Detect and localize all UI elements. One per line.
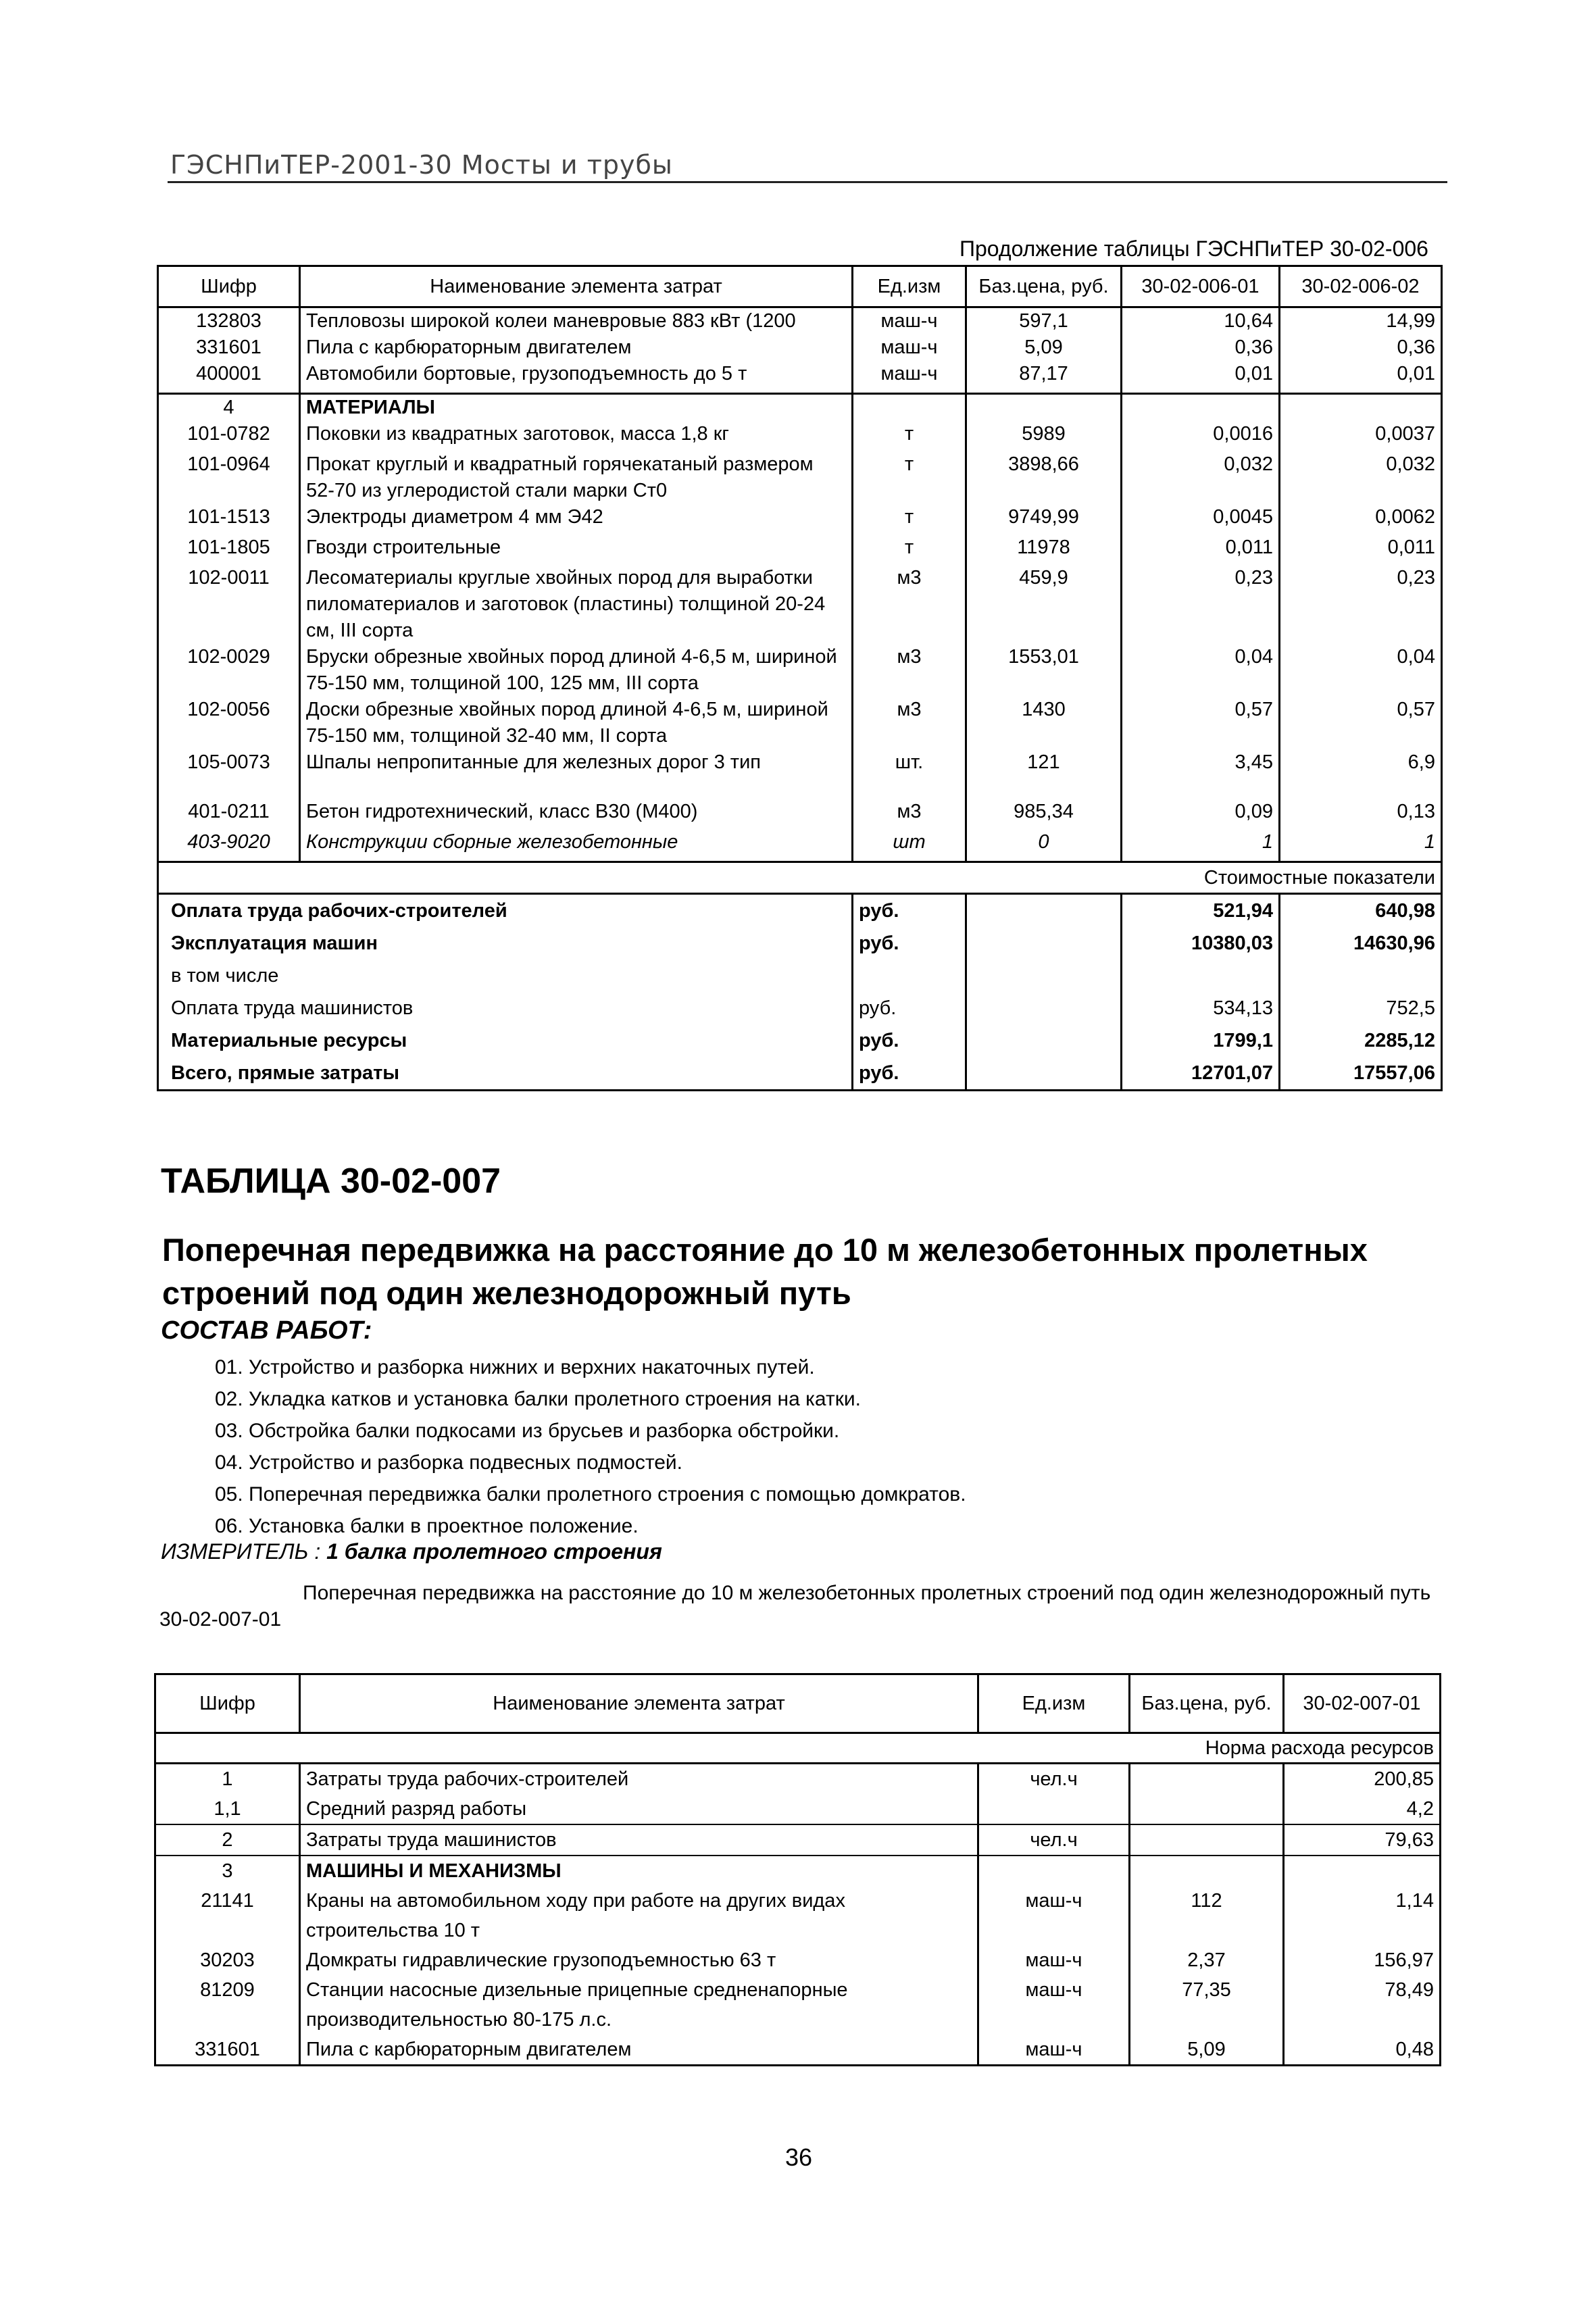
cell-unit: м3 (853, 644, 966, 697)
cell-code: 331601 (195, 2039, 260, 2060)
cost-value-2: 17557,06 (1280, 1057, 1442, 1091)
cell-unit: шт (853, 829, 966, 862)
cell-code: 3 (155, 1856, 300, 1886)
cell-value-2: 0,57 (1280, 697, 1442, 749)
cell-name: Станции насосные дизельные прицепные средненапорные производительностью 80-175 л.с. (300, 1975, 978, 2035)
cell-price: 1553,01 (966, 644, 1122, 697)
table-row (155, 1945, 1441, 1975)
table-row (158, 451, 1442, 504)
cell-name: Краны на автомобильном ходу при работе на других видах строительства 10 т (300, 1886, 978, 1945)
cell-unit (978, 1856, 1130, 1886)
cell-price (1130, 1824, 1284, 1856)
cell-value-2: 0,04 (1280, 644, 1442, 697)
cell-value-2: 0,36 (1280, 334, 1442, 361)
cell-code: 101-1805 (187, 537, 270, 558)
table-row (158, 421, 1442, 451)
table-row (158, 504, 1442, 534)
cell-unit: шт. (853, 749, 966, 799)
cell-value-1: 4,2 (1284, 1794, 1441, 1824)
section-row-materials (158, 394, 1442, 422)
cell-unit: т (853, 504, 966, 534)
table-row (158, 697, 1442, 749)
table-row (158, 1024, 1442, 1057)
cell-value-1: 0,01 (1122, 361, 1280, 394)
header-rule (168, 181, 1447, 183)
col-header-price: Баз.цена, руб. (1130, 1674, 1284, 1733)
cell-value-2: 0,011 (1280, 534, 1442, 565)
cost-unit: руб. (853, 1057, 966, 1091)
cell-unit: маш-ч (853, 334, 966, 361)
cell-price: 459,9 (966, 565, 1122, 644)
table-row (155, 1764, 1441, 1795)
cell-unit: м3 (853, 697, 966, 749)
cell-code: 401-0211 (188, 801, 270, 822)
cell-price (966, 1024, 1122, 1057)
cell-price: 87,17 (966, 361, 1122, 394)
cost-value-2: 640,98 (1280, 894, 1442, 928)
cell-name: Шпалы непропитанные для железных дорог 3 тип (300, 749, 853, 799)
cell-unit: маш-ч (853, 307, 966, 335)
section-label-materials: МАТЕРИАЛЫ (300, 394, 853, 422)
cell-code: 101-0782 (187, 423, 270, 445)
cell-name: Доски обрезные хвойных пород длиной 4-6,5 м, шириной 75-150 мм, толщиной 32-40 мм, II сорта (300, 697, 853, 749)
table-row (158, 799, 1442, 829)
cell-value-1: 200,85 (1284, 1764, 1441, 1795)
cell-name: Пила с карбюраторным двигателем (300, 2035, 978, 2066)
cost-value-1: 12701,07 (1122, 1057, 1280, 1091)
norm-header: Норма расхода ресурсов (155, 1733, 1441, 1764)
materials-rows (158, 421, 1442, 829)
table-row (158, 894, 1442, 928)
col-header-variant-2: 30-02-006-02 (1280, 266, 1442, 307)
cell-value-1: 1,14 (1284, 1886, 1441, 1945)
cost-label: Материальные ресурсы (171, 1030, 407, 1051)
col-header-code: Шифр (158, 266, 300, 307)
cell-code: 81209 (200, 1979, 255, 2001)
cell-value-1: 0,0045 (1122, 504, 1280, 534)
cost-value-1: 10380,03 (1122, 927, 1280, 960)
table-row (158, 749, 1442, 799)
cell-code: 102-0056 (187, 699, 270, 720)
table-row (155, 1975, 1441, 2035)
cell-price: 112 (1130, 1886, 1284, 1945)
cell-code: 21141 (201, 1890, 254, 1912)
col-header-variant-1: 30-02-007-01 (1284, 1674, 1441, 1733)
cell-unit: т (853, 451, 966, 504)
cell-price (966, 1057, 1122, 1091)
cell-name: Средний разряд работы (300, 1794, 978, 1824)
cell-value-2: 1 (1280, 829, 1442, 862)
cell-code: 400001 (196, 363, 261, 384)
italic-row-group (158, 829, 1442, 894)
cost-value-1: 1799,1 (1122, 1024, 1280, 1057)
cell-unit: т (853, 421, 966, 451)
cell-value-2: 6,9 (1280, 749, 1442, 799)
cell-value-2: 0,23 (1280, 565, 1442, 644)
cell-value-1: 78,49 (1284, 1975, 1441, 2035)
table-row (158, 1057, 1442, 1091)
cost-value-1: 534,13 (1122, 992, 1280, 1024)
cell-unit: маш-ч (978, 2035, 1130, 2066)
cell-name: Бетон гидротехнический, класс В30 (М400) (300, 799, 853, 829)
cell-value-2: 14,99 (1280, 307, 1442, 335)
cell-value-1: 0,04 (1122, 644, 1280, 697)
cost-value-2: 14630,96 (1280, 927, 1442, 960)
cell-name: Поковки из квадратных заготовок, масса 1,8 кг (300, 421, 853, 451)
cost-unit: руб. (853, 992, 966, 1024)
cell-value-1: 0,0016 (1122, 421, 1280, 451)
cell-code: 102-0029 (187, 646, 270, 668)
cell-unit: маш-ч (978, 1886, 1130, 1945)
table-row (155, 1886, 1441, 1945)
table-row (158, 534, 1442, 565)
cost-unit: руб. (853, 1024, 966, 1057)
cell-code: 102-0011 (188, 567, 270, 589)
table-row (158, 565, 1442, 644)
cell-value-1: 0,032 (1122, 451, 1280, 504)
table-title: ТАБЛИЦА 30-02-007 (161, 1162, 501, 1201)
table-row (155, 2035, 1441, 2066)
cell-code: 403-9020 (187, 831, 270, 853)
table-row (158, 992, 1442, 1024)
cell-unit: м3 (853, 565, 966, 644)
cell-price: 0 (966, 829, 1122, 862)
cell-unit: маш-ч (978, 1975, 1130, 2035)
cost-value-2: 752,5 (1280, 992, 1442, 1024)
table-header-row (158, 266, 1442, 307)
cell-value-1 (1284, 1856, 1441, 1886)
cost-header-row (158, 862, 1442, 894)
cost-value-2: 2285,12 (1280, 1024, 1442, 1057)
cell-unit: т (853, 534, 966, 565)
cell-price: 11978 (966, 534, 1122, 565)
cost-unit: руб. (853, 894, 966, 928)
cell-name: Тепловозы широкой колеи маневровые 883 кВт (1200 (300, 307, 853, 335)
cell-value-2: 0,0062 (1280, 504, 1442, 534)
cell-price: 1430 (966, 697, 1122, 749)
col-header-code: Шифр (155, 1674, 300, 1733)
cost-label: Оплата труда рабочих-строителей (171, 900, 507, 922)
work-item: 05. Поперечная передвижка балки пролетного строения с помощью домкратов. (215, 1483, 966, 1505)
cell-name: Гвозди строительные (300, 534, 853, 565)
cell-code: 2 (155, 1824, 300, 1856)
work-item: 03. Обстройка балки подкосами из брусьев и разборка обстройки. (215, 1420, 840, 1442)
cell-price: 985,34 (966, 799, 1122, 829)
cell-value-1: 10,64 (1122, 307, 1280, 335)
cell-price (1130, 1856, 1284, 1886)
cell-name: Домкраты гидравлические грузоподъемностью 63 т (300, 1945, 978, 1975)
cell-value-1: 1 (1122, 829, 1280, 862)
works-list (215, 1351, 966, 1542)
col-header-name: Наименование элемента затрат (300, 1674, 978, 1733)
cell-price: 5989 (966, 421, 1122, 451)
cell-code: 1,1 (214, 1798, 241, 1820)
table-row (155, 1824, 1441, 1856)
table-row (158, 927, 1442, 960)
cost-rows (158, 894, 1442, 1091)
table-header-row (155, 1674, 1441, 1733)
table-row (158, 361, 1442, 394)
page-number: 36 (785, 2143, 813, 2171)
cell-name: Затраты труда машинистов (300, 1824, 978, 1856)
cell-value-1: 0,57 (1122, 697, 1280, 749)
col-header-variant-1: 30-02-006-01 (1122, 266, 1280, 307)
cell-name: Автомобили бортовые, грузоподъемность до 5 т (300, 361, 853, 394)
table-row (158, 829, 1442, 862)
norm-header-row (155, 1733, 1441, 1764)
machines-rows (158, 307, 1442, 422)
table2-rows (155, 1764, 1441, 2066)
cell-code: 4 (158, 394, 300, 422)
cell-price (966, 927, 1122, 960)
cell-unit: маш-ч (853, 361, 966, 394)
cell-unit: чел.ч (978, 1824, 1130, 1856)
cell-unit: м3 (853, 799, 966, 829)
cost-value-1 (1122, 960, 1280, 992)
cell-unit (978, 1794, 1130, 1824)
cell-price (1130, 1764, 1284, 1795)
cell-value-1: 79,63 (1284, 1824, 1441, 1856)
cell-code: 1 (222, 1768, 233, 1790)
cell-price: 597,1 (966, 307, 1122, 335)
works-title: СОСТАВ РАБОТ: (161, 1316, 372, 1345)
cell-value-1: 0,36 (1122, 334, 1280, 361)
table-row (158, 307, 1442, 335)
cost-label: Оплата труда машинистов (171, 997, 414, 1019)
cell-code: 132803 (196, 310, 261, 332)
cell-price: 5,09 (1130, 2035, 1284, 2066)
cell-price (1130, 1794, 1284, 1824)
cost-header: Стоимостные показатели (158, 862, 1442, 894)
cell-name: Бруски обрезные хвойных пород длиной 4-6,5 м, шириной 75-150 мм, толщиной 100, 125 мм, III сорта (300, 644, 853, 697)
cost-unit (853, 960, 966, 992)
cell-value-1: 0,23 (1122, 565, 1280, 644)
cell-price: 3898,66 (966, 451, 1122, 504)
cell-unit: маш-ч (978, 1945, 1130, 1975)
cell-code: 105-0073 (187, 751, 270, 773)
cell-name: Прокат круглый и квадратный горячекатаный размером 52-70 из углеродистой стали марки Ст0 (300, 451, 853, 504)
cell-name: Электроды диаметром 4 мм Э42 (300, 504, 853, 534)
table-row (155, 1856, 1441, 1886)
section-label-machines: МАШИНЫ И МЕХАНИЗМЫ (300, 1856, 978, 1886)
cell-code: 30203 (200, 1949, 255, 1971)
cell-price (966, 894, 1122, 928)
resource-table-30-02-007 (154, 1673, 1441, 2066)
resource-table-30-02-006 (157, 265, 1443, 1091)
cell-name: Затраты труда рабочих-строителей (300, 1764, 978, 1795)
cell-value-2: 0,032 (1280, 451, 1442, 504)
cell-value-1: 0,011 (1122, 534, 1280, 565)
cell-value-1: 0,09 (1122, 799, 1280, 829)
cell-value-2: 0,01 (1280, 361, 1442, 394)
cost-value-2 (1280, 960, 1442, 992)
cell-price: 2,37 (1130, 1945, 1284, 1975)
cost-unit: руб. (853, 927, 966, 960)
cell-value-1: 156,97 (1284, 1945, 1441, 1975)
cell-price: 77,35 (1130, 1975, 1284, 2035)
cell-code: 101-1513 (187, 506, 270, 528)
cell-price (966, 992, 1122, 1024)
cell-price (966, 960, 1122, 992)
continuation-caption: Продолжение таблицы ГЭСНПиТЕР 30-02-006 (959, 237, 1428, 261)
col-header-price: Баз.цена, руб. (966, 266, 1122, 307)
work-item: 01. Устройство и разборка нижних и верхних накаточных путей. (215, 1356, 815, 1378)
cell-code: 101-0964 (187, 453, 270, 475)
col-header-unit: Ед.изм (978, 1674, 1130, 1733)
col-header-name: Наименование элемента затрат (300, 266, 853, 307)
cell-price: 121 (966, 749, 1122, 799)
cost-label: Всего, прямые затраты (171, 1062, 400, 1084)
cell-name: Лесоматериалы круглые хвойных пород для выработки пиломатериалов и заготовок (пластины) толщиной 20-24 см, III сорта (300, 565, 853, 644)
table-row (155, 1794, 1441, 1824)
norm-description: Поперечная передвижка на расстояние до 10 м железобетонных пролетных строений под один железнодорожный путь (303, 1582, 1431, 1604)
cost-value-1: 521,94 (1122, 894, 1280, 928)
table-row (158, 644, 1442, 697)
cell-code: 331601 (196, 337, 261, 358)
measure-label: ИЗМЕРИТЕЛЬ : (161, 1539, 321, 1564)
work-item: 02. Укладка катков и установка балки пролетного строения на катки. (215, 1388, 861, 1410)
table-row (158, 960, 1442, 992)
work-item: 06. Установка балки в проектное положение. (215, 1515, 639, 1537)
measure-value: 1 балка пролетного строения (326, 1539, 662, 1564)
cell-price: 5,09 (966, 334, 1122, 361)
section-title: Поперечная передвижка на расстояние до 10 м железобетонных пролетных строений под один железнодорожный путь (162, 1232, 1368, 1311)
cell-value-2: 0,13 (1280, 799, 1442, 829)
cell-price: 9749,99 (966, 504, 1122, 534)
table-row (158, 334, 1442, 361)
cost-label: в том числе (171, 965, 279, 987)
cell-name: Пила с карбюраторным двигателем (300, 334, 853, 361)
work-item: 04. Устройство и разборка подвесных подмостей. (215, 1451, 683, 1474)
cell-name: Конструкции сборные железобетонные (300, 829, 853, 862)
cell-value-2: 0,0037 (1280, 421, 1442, 451)
cell-unit: чел.ч (978, 1764, 1130, 1795)
col-header-unit: Ед.изм (853, 266, 966, 307)
cost-label: Эксплуатация машин (171, 932, 378, 954)
running-header: ГЭСНПиТЕР-2001-30 Мосты и трубы (170, 150, 673, 180)
cell-value-1: 0,48 (1284, 2035, 1441, 2066)
measure-unit (161, 1539, 662, 1564)
norm-code: 30-02-007-01 (159, 1608, 282, 1631)
cell-value-1: 3,45 (1122, 749, 1280, 799)
